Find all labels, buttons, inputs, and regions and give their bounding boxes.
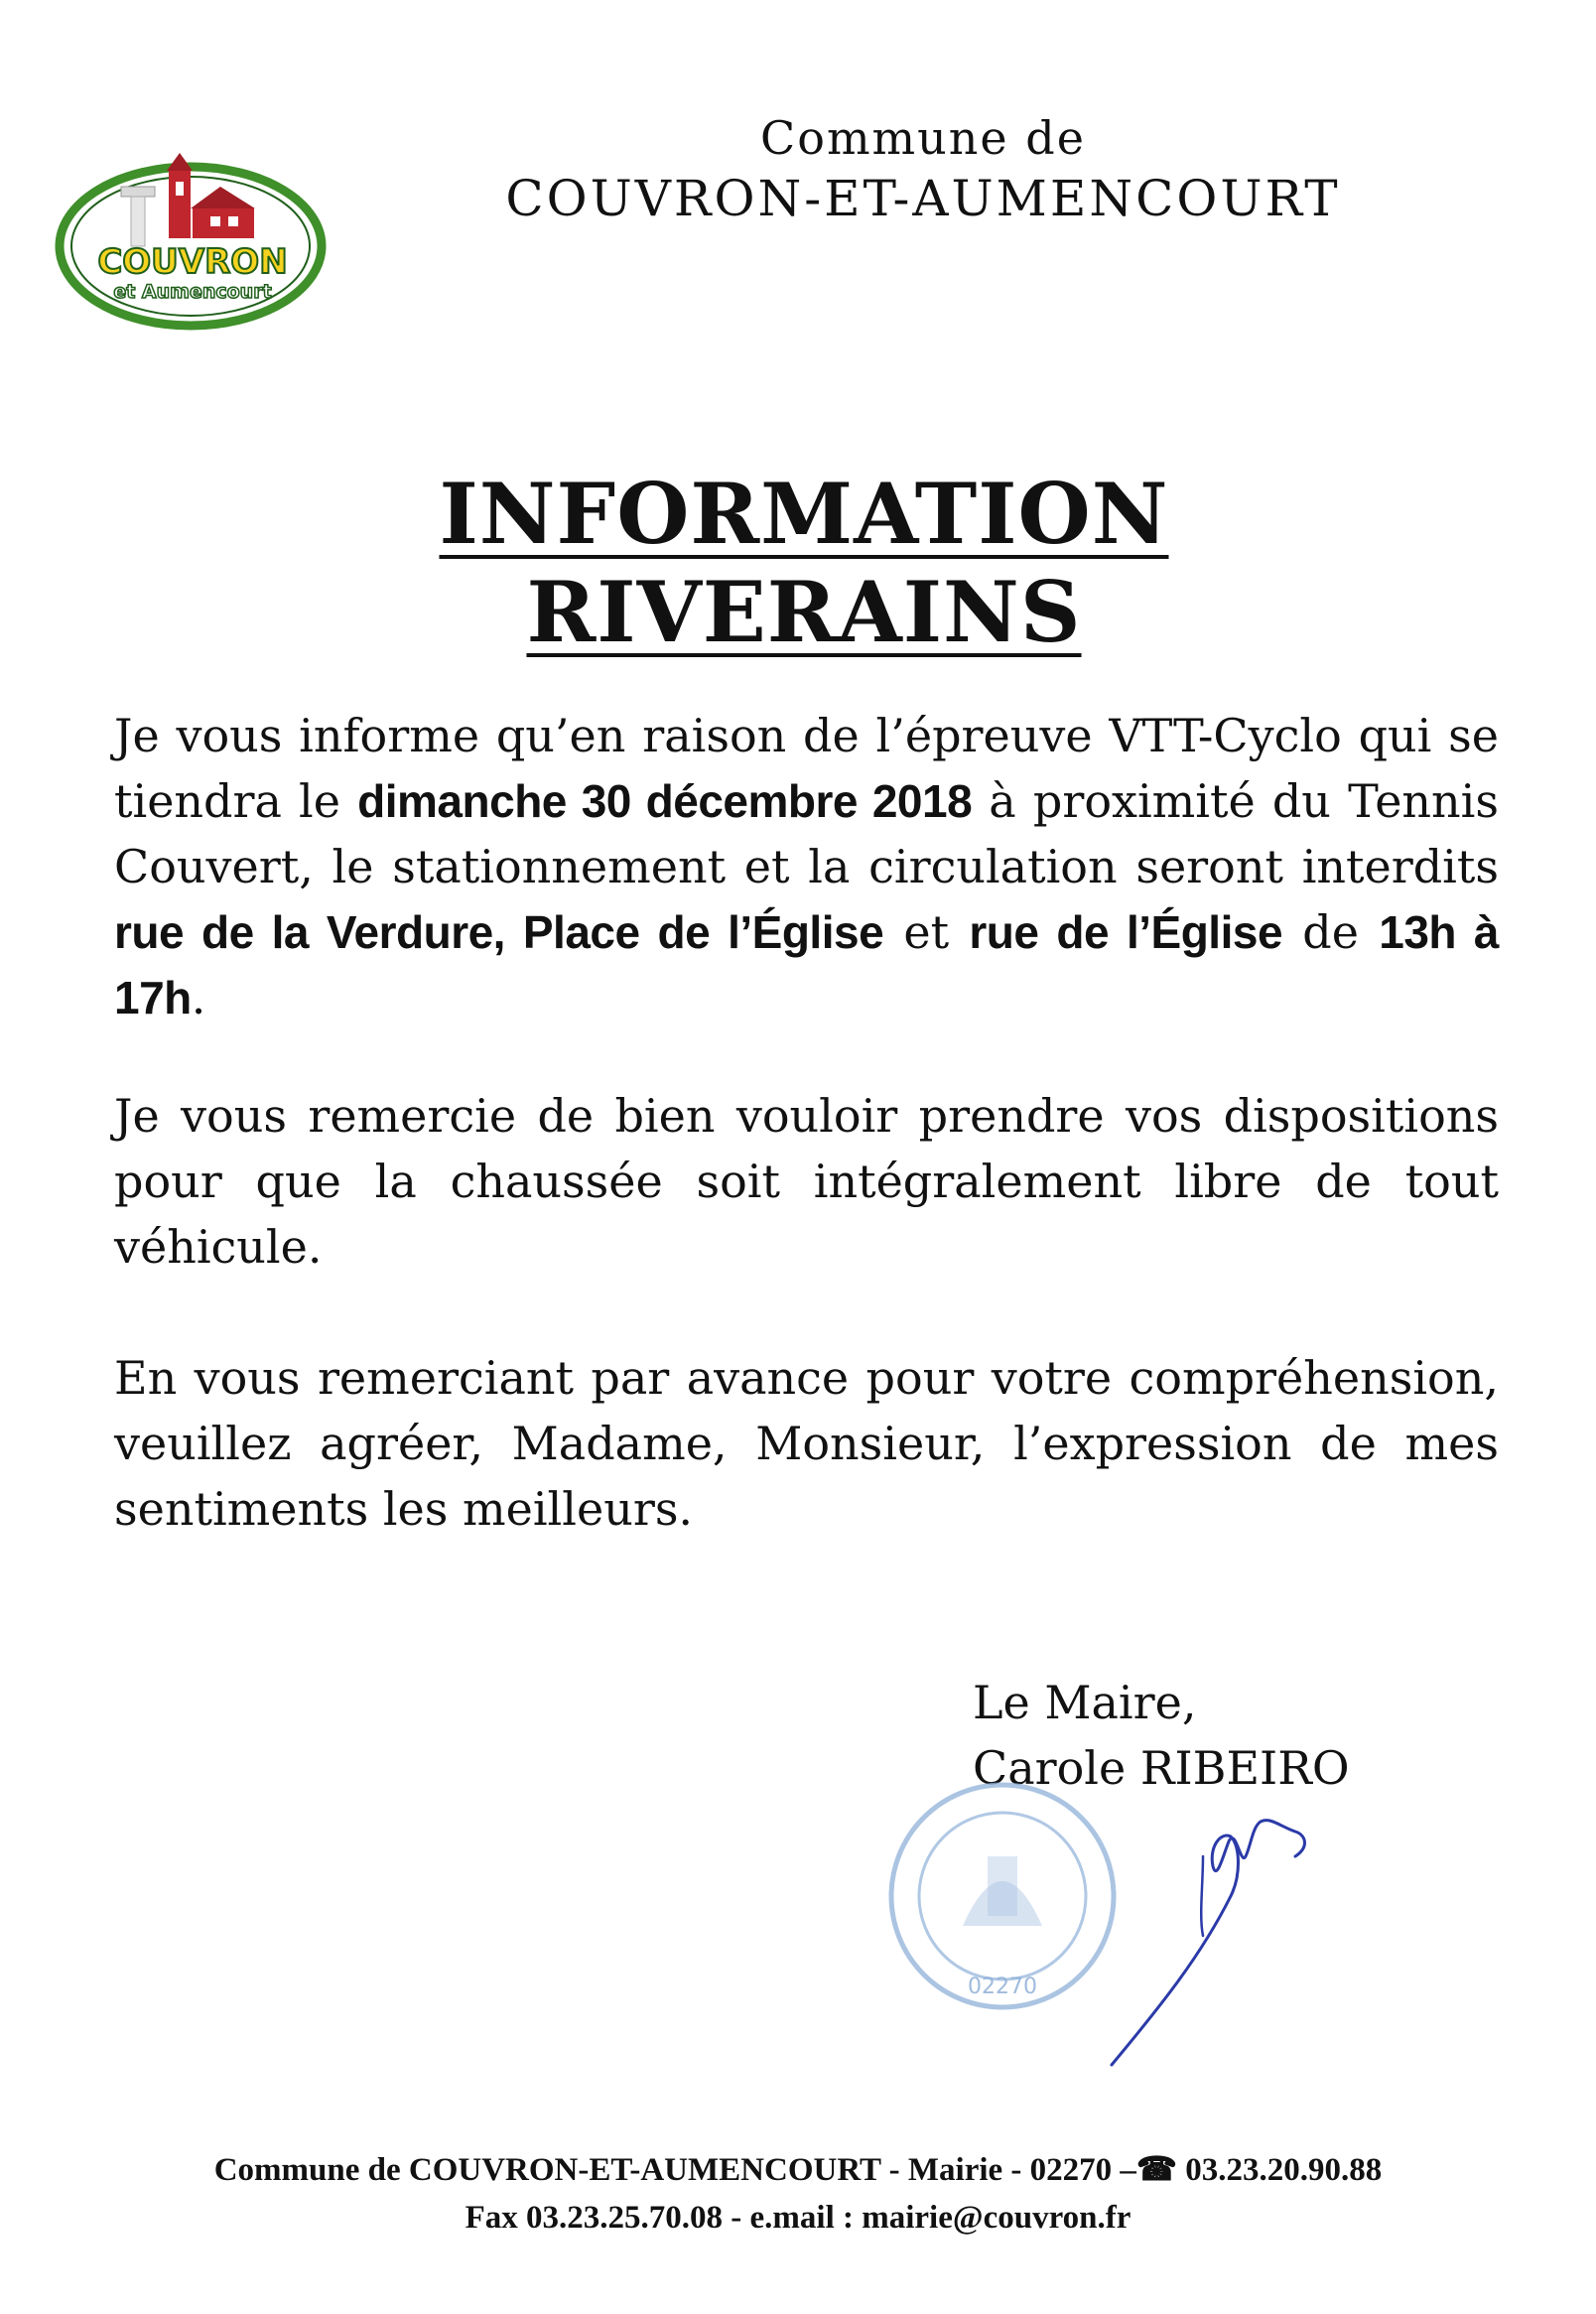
paragraph-1 xyxy=(114,703,1499,1030)
footer-address: Commune de COUVRON-ET-AUMENCOURT - Mairie - 02270 –☎ 03.23.20.90.88 xyxy=(213,2152,1383,2188)
logo-line2: et Aumencourt xyxy=(113,281,272,303)
header-line1: Commune de xyxy=(760,111,1086,165)
paragraph-2: Je vous remercie de bien vouloir prendre vos dispositions pour que la chaussée soit intégralement libre de tout véhicule. xyxy=(114,1089,1499,1274)
letterhead xyxy=(466,109,1380,230)
signatory-role: Le Maire, xyxy=(973,1676,1197,1729)
p1-text-4: de xyxy=(1282,905,1380,959)
header-line2: COUVRON-ET-AUMENCOURT xyxy=(505,170,1341,227)
p1-streets-1: rue de la Verdure, Place de l’Église xyxy=(114,906,884,958)
p1-text-5: . xyxy=(191,971,206,1024)
logo-line1: COUVRON xyxy=(97,242,288,282)
official-stamp xyxy=(883,1777,1122,2015)
page-title: INFORMATION RIVERAINS xyxy=(439,465,1169,661)
p1-streets-2: rue de l’Église xyxy=(969,906,1283,958)
handwritten-signature xyxy=(1092,1787,1330,2075)
p1-date: dimanche 30 décembre 2018 xyxy=(357,775,973,827)
paragraph-3: En vous remerciant par avance pour votre compréhension, veuillez agréer, Madame, Monsieur, l’expression de mes sentiments les meilleurs. xyxy=(114,1351,1499,1536)
p1-text-1: Je vous informe qu’en raison de l’épreuve VTT-Cyclo qui se tiendra le xyxy=(114,709,1499,828)
signatory-name: Carole RIBEIRO xyxy=(973,1741,1350,1795)
footer xyxy=(99,2146,1497,2242)
commune-logo xyxy=(52,147,330,336)
p1-hours: 13h à 17h xyxy=(114,906,1499,1023)
footer-contact: Fax 03.23.25.70.08 - e.mail : mairie@couvron.fr xyxy=(465,2200,1131,2236)
p1-text-3: et xyxy=(883,905,970,959)
p1-text-2: à proximité du Tennis Couvert, le stationnement et la circulation seront interdits xyxy=(114,774,1499,893)
stamp-text: 02270 xyxy=(968,1974,1037,1999)
